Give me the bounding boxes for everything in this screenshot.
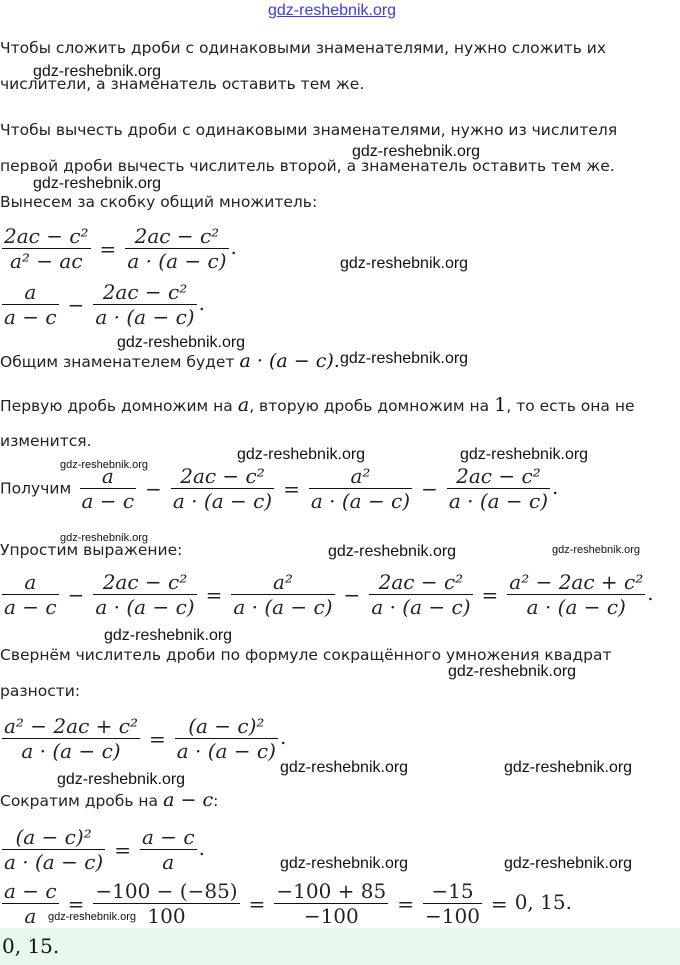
site-link[interactable]: gdz-reshebnik.org [268,2,397,19]
equation-square: $\frac{\text{a² − 2ac + c²}}{a \cdot (a - c)}$ = $\frac{\text{(a − c)²}}{a \cdot (a - c)}$ . [4,714,287,763]
paragraph-subtract-rule-line2: первой дроби вычесть числитель второй, а знаменатель оставить тем же. [0,157,615,175]
watermark: gdz-reshebnik.org [33,63,162,80]
fraction: $\frac{a - c}{a}$ [141,825,195,874]
fraction: $\frac{\text{2ac − c²}}{a \cdot (a - c)}$ [95,570,195,619]
watermark: gdz-reshebnik.org [340,350,469,367]
fraction: $\frac{-15}{-100}$ [424,879,480,928]
watermark-small: gdz-reshebnik.org [60,532,149,544]
watermark-small: gdz-reshebnik.org [48,911,137,923]
paragraph-cancel: Сократим дробь на a − c: [0,789,219,811]
fraction: $\frac{-100 + 85}{-100}$ [276,879,387,928]
paragraph-multiply: Первую дробь домножим на a, вторую дробь домножим на 1, то есть она не [0,394,635,416]
fraction: $\frac{a}{a - c}$ [4,280,57,329]
paragraph-add-rule-line1: Чтобы сложить дроби с одинаковыми знаменателями, нужно сложить их [0,39,607,57]
fraction: $\frac{\text{(a − c)²}}{a \cdot (a - c)}$ [176,714,276,763]
watermark: gdz-reshebnik.org [104,627,233,644]
fraction: $\frac{\text{(a − c)²}}{a \cdot (a - c)}$ [4,825,104,874]
equation-expression: $\frac{a}{a - c}$ − $\frac{\text{2ac − c²}}{a \cdot (a - c)}$ . [4,280,205,329]
paragraph-common-denominator: Общим знаменателем будет a · (a − c). [0,350,340,372]
watermark: gdz-reshebnik.org [352,143,481,160]
fraction: $\frac{\text{2ac − c²}}{a \cdot (a - c)}$ [448,464,549,513]
fraction: $\frac{\text{a²}}{a \cdot (a - c)}$ [310,464,411,513]
watermark-small: gdz-reshebnik.org [552,544,641,556]
watermark: gdz-reshebnik.org [328,543,457,560]
fraction: $\frac{a}{a - c}$ [4,570,57,619]
watermark: gdz-reshebnik.org [237,446,366,463]
fraction: $\frac{a - c}{a}$ [4,879,57,928]
watermark: gdz-reshebnik.org [117,334,246,351]
paragraph-simplify: Упростим выражение: [0,541,183,559]
paragraph-square-formula-line1: Свернём числитель дроби по формуле сокращённого умножения квадрат [0,646,612,664]
paragraph-subtract-rule-line1: Чтобы вычесть дроби с одинаковыми знаменателями, нужно из числителя [0,121,618,139]
fraction: $\frac{\text{2ac − c²}}{a \cdot (a - c)}$ [95,280,195,329]
watermark: gdz-reshebnik.org [280,855,409,872]
equation-cancel: $\frac{\text{(a − c)²}}{a \cdot (a - c)}$ = $\frac{a - c}{a}$ . [4,825,205,874]
watermark: gdz-reshebnik.org [504,855,633,872]
paragraph-add-rule-line2: числители, а знаменатель оставить тем же. [0,75,365,93]
fraction: $\frac{a}{a - c}$ [81,464,135,513]
paragraph-multiply-line2: изменится. [0,432,92,450]
watermark-small: gdz-reshebnik.org [60,459,149,471]
equation-common-denominator: Получим $\frac{a}{a - c}$ − $\frac{\text{2ac − c²}}{a \cdot (a - c)}$ = $\frac{\text{a²}}{a \cdot (a - c)}$ − $\frac{\text{2ac − c²}}{a \cdot (a - c)}$ . [0,464,559,513]
fraction: $\frac{-100 - (-85)}{100}$ [95,879,238,928]
fraction: $\frac{\text{2ac − c²}}{a \cdot (a - c)}$ [172,464,273,513]
watermark: gdz-reshebnik.org [504,759,633,776]
paragraph-square-formula-line2: разности: [0,682,81,700]
watermark: gdz-reshebnik.org [57,771,186,788]
watermark: gdz-reshebnik.org [448,663,577,680]
fraction: $\frac{\text{2ac − c²}}{\text{a² − ac}}$ [4,224,89,273]
fraction: $\frac{\text{a² − 2ac + c²}}{a \cdot (a - c)}$ [4,714,138,763]
equation-simplify: $\frac{a}{a - c}$ − $\frac{\text{2ac − c²}}{a \cdot (a - c)}$ = $\frac{\text{a²}}{a \cdot (a - c)}$ − $\frac{\text{2ac − c²}}{a \cdot (a - c)}$ = $\frac{\text{a² − 2ac + c²}}{a \cdot (a - c)}$ . [4,570,654,619]
watermark: gdz-reshebnik.org [340,255,469,272]
watermark: gdz-reshebnik.org [33,175,162,192]
fraction: $\frac{\text{2ac − c²}}{a \cdot (a - c)}$ [371,570,471,619]
fraction: $\frac{\text{a² − 2ac + c²}}{a \cdot (a - c)}$ [509,570,644,619]
answer-box [0,928,680,965]
answer-value: 0, 15. [2,934,60,958]
watermark: gdz-reshebnik.org [280,759,409,776]
watermark: gdz-reshebnik.org [460,446,589,463]
paragraph-common-factor: Вынесем за скобку общий множитель: [0,193,318,211]
fraction: $\frac{\text{a²}}{a \cdot (a - c)}$ [233,570,333,619]
equation-numeric: $\frac{a - c}{a}$ = $\frac{-100 - (-85)}{100}$ = $\frac{-100 + 85}{-100}$ = $\frac{-15}{-100}$ = 0, 15. [4,879,572,928]
equation-factor: $\frac{\text{2ac − c²}}{\text{a² − ac}}$ = $\frac{\text{2ac − c²}}{a \cdot (a - c)}$ . [4,224,237,273]
fraction: $\frac{\text{2ac − c²}}{a \cdot (a - c)}$ [127,224,227,273]
